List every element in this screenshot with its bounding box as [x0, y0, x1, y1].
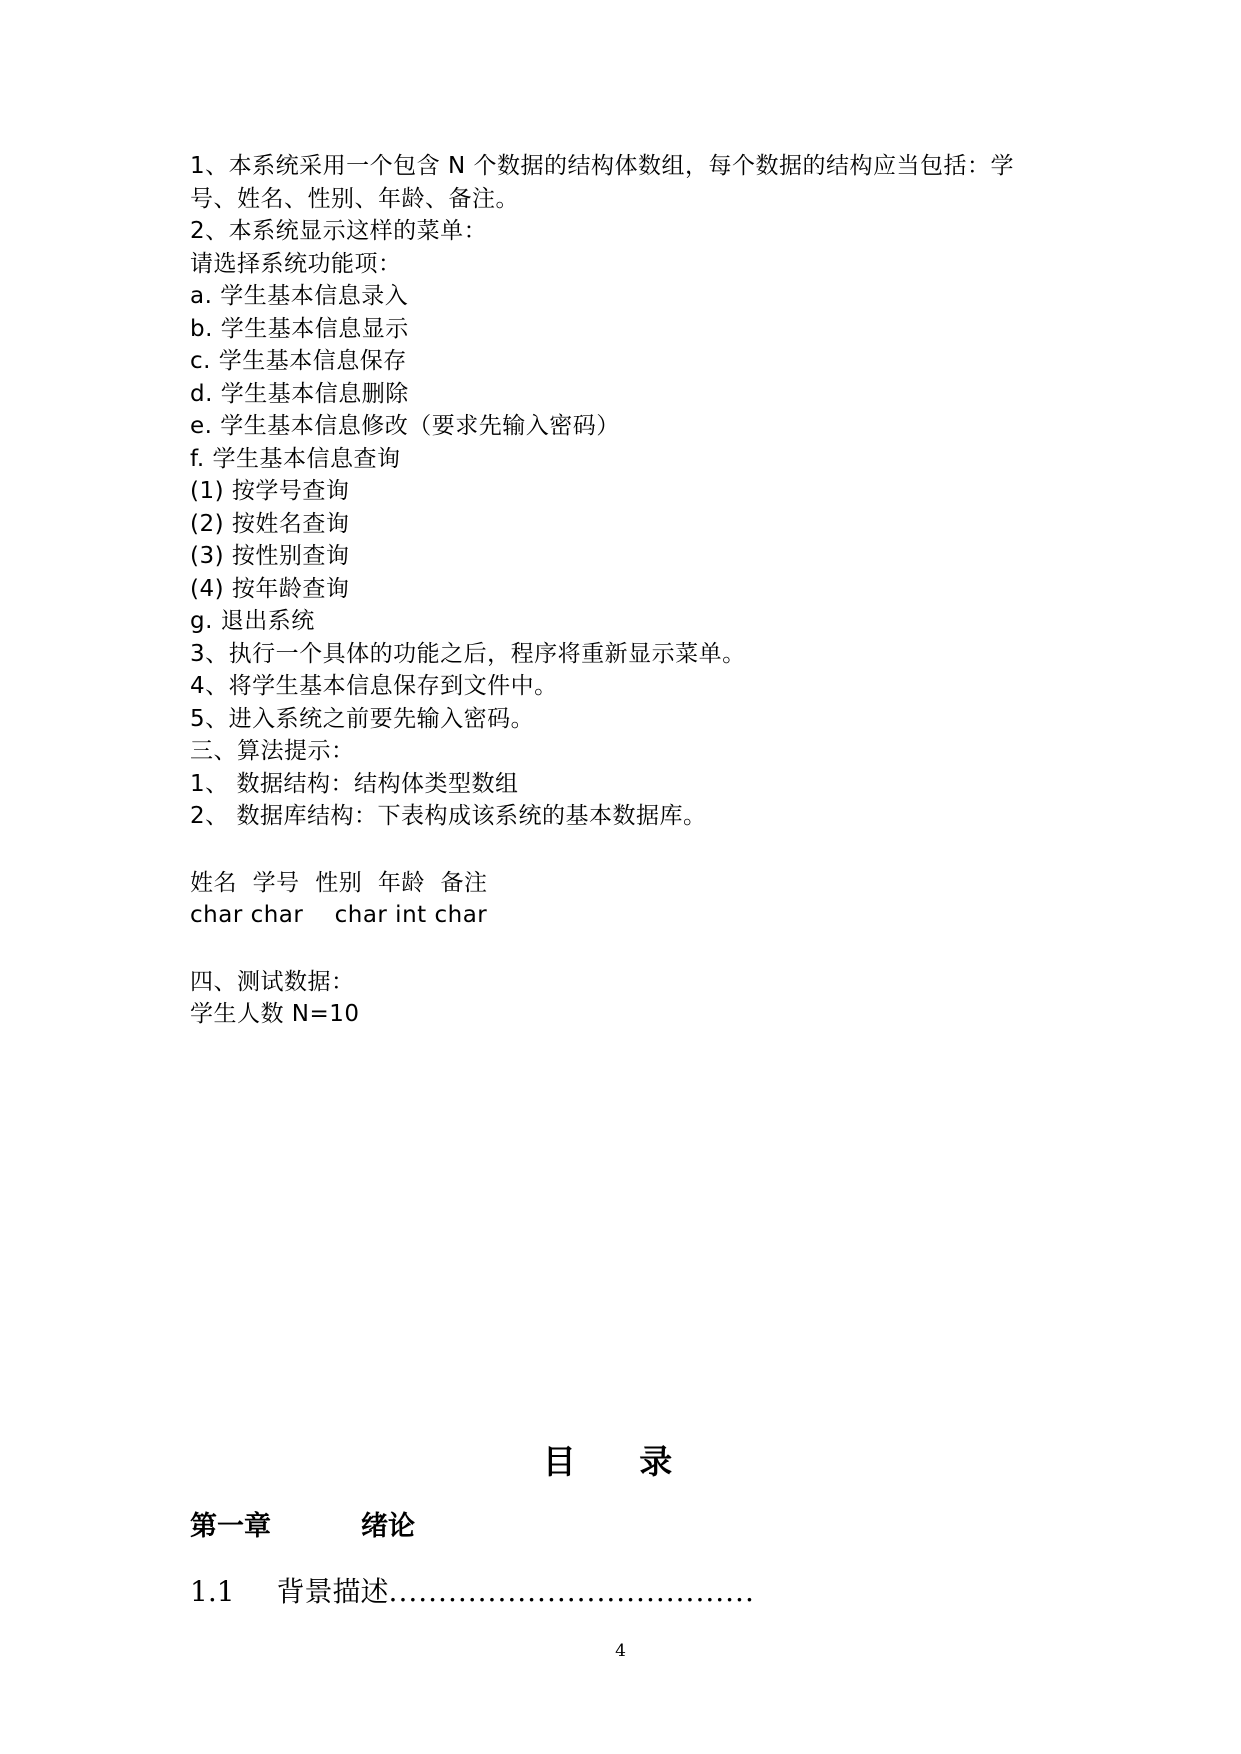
body-text: [190, 150, 1070, 1031]
menu-item: g. 退出系统: [190, 608, 315, 634]
body-line: 2、本系统显示这样的菜单：: [190, 218, 488, 244]
spacer: [190, 932, 1070, 966]
toc-chapter-name: 绪论: [361, 1511, 415, 1542]
table-header-line: 姓名 学号 性别 年龄 备注: [190, 869, 488, 896]
body-line: 3、执行一个具体的功能之后，程序将重新显示菜单。: [190, 640, 746, 667]
toc-section-entry: [190, 1570, 755, 1610]
toc-chapter-entry: [190, 1504, 415, 1543]
submenu-item: (4) 按年龄查询: [190, 575, 350, 602]
body-line: 请选择系统功能项：: [190, 250, 402, 277]
menu-item: e. 学生基本信息修改（要求先输入密码）: [190, 413, 620, 439]
body-line: 4、将学生基本信息保存到文件中。: [190, 673, 558, 699]
body-line: 学生人数 N=10: [190, 1001, 360, 1027]
toc-chapter-label: 第一章: [190, 1511, 271, 1542]
menu-item: d. 学生基本信息删除: [190, 380, 409, 407]
toc-title: 目 录: [542, 1442, 699, 1481]
toc-leader-dots: .....................................: [388, 1575, 755, 1608]
menu-item: a. 学生基本信息录入: [190, 283, 409, 309]
submenu-item: (1) 按学号查询: [190, 478, 350, 504]
menu-item: c. 学生基本信息保存: [190, 348, 407, 374]
spacer: [190, 833, 1070, 867]
menu-item: b. 学生基本信息显示: [190, 315, 409, 342]
toc-section-number: 1.1: [190, 1575, 235, 1608]
body-line: 号、姓名、性别、年龄、备注。: [190, 185, 519, 212]
body-line: 1、 数据结构：结构体类型数组: [190, 770, 519, 797]
section-heading: 四、测试数据：: [190, 968, 355, 995]
body-line: 2、 数据库结构：下表构成该系统的基本数据库。: [190, 803, 707, 829]
page-number: 4: [615, 1641, 626, 1661]
submenu-item: (2) 按姓名查询: [190, 510, 350, 537]
section-heading: 三、算法提示：: [190, 738, 355, 764]
menu-item: f. 学生基本信息查询: [190, 445, 401, 472]
submenu-item: (3) 按性别查询: [190, 543, 350, 569]
body-line: 1、本系统采用一个包含 N 个数据的结构体数组，每个数据的结构应当包括：学: [190, 153, 1014, 179]
toc-section-title: 背景描述: [276, 1575, 389, 1608]
table-type-line: char char char int char: [190, 902, 488, 928]
body-line: 5、进入系统之前要先输入密码。: [190, 705, 535, 732]
